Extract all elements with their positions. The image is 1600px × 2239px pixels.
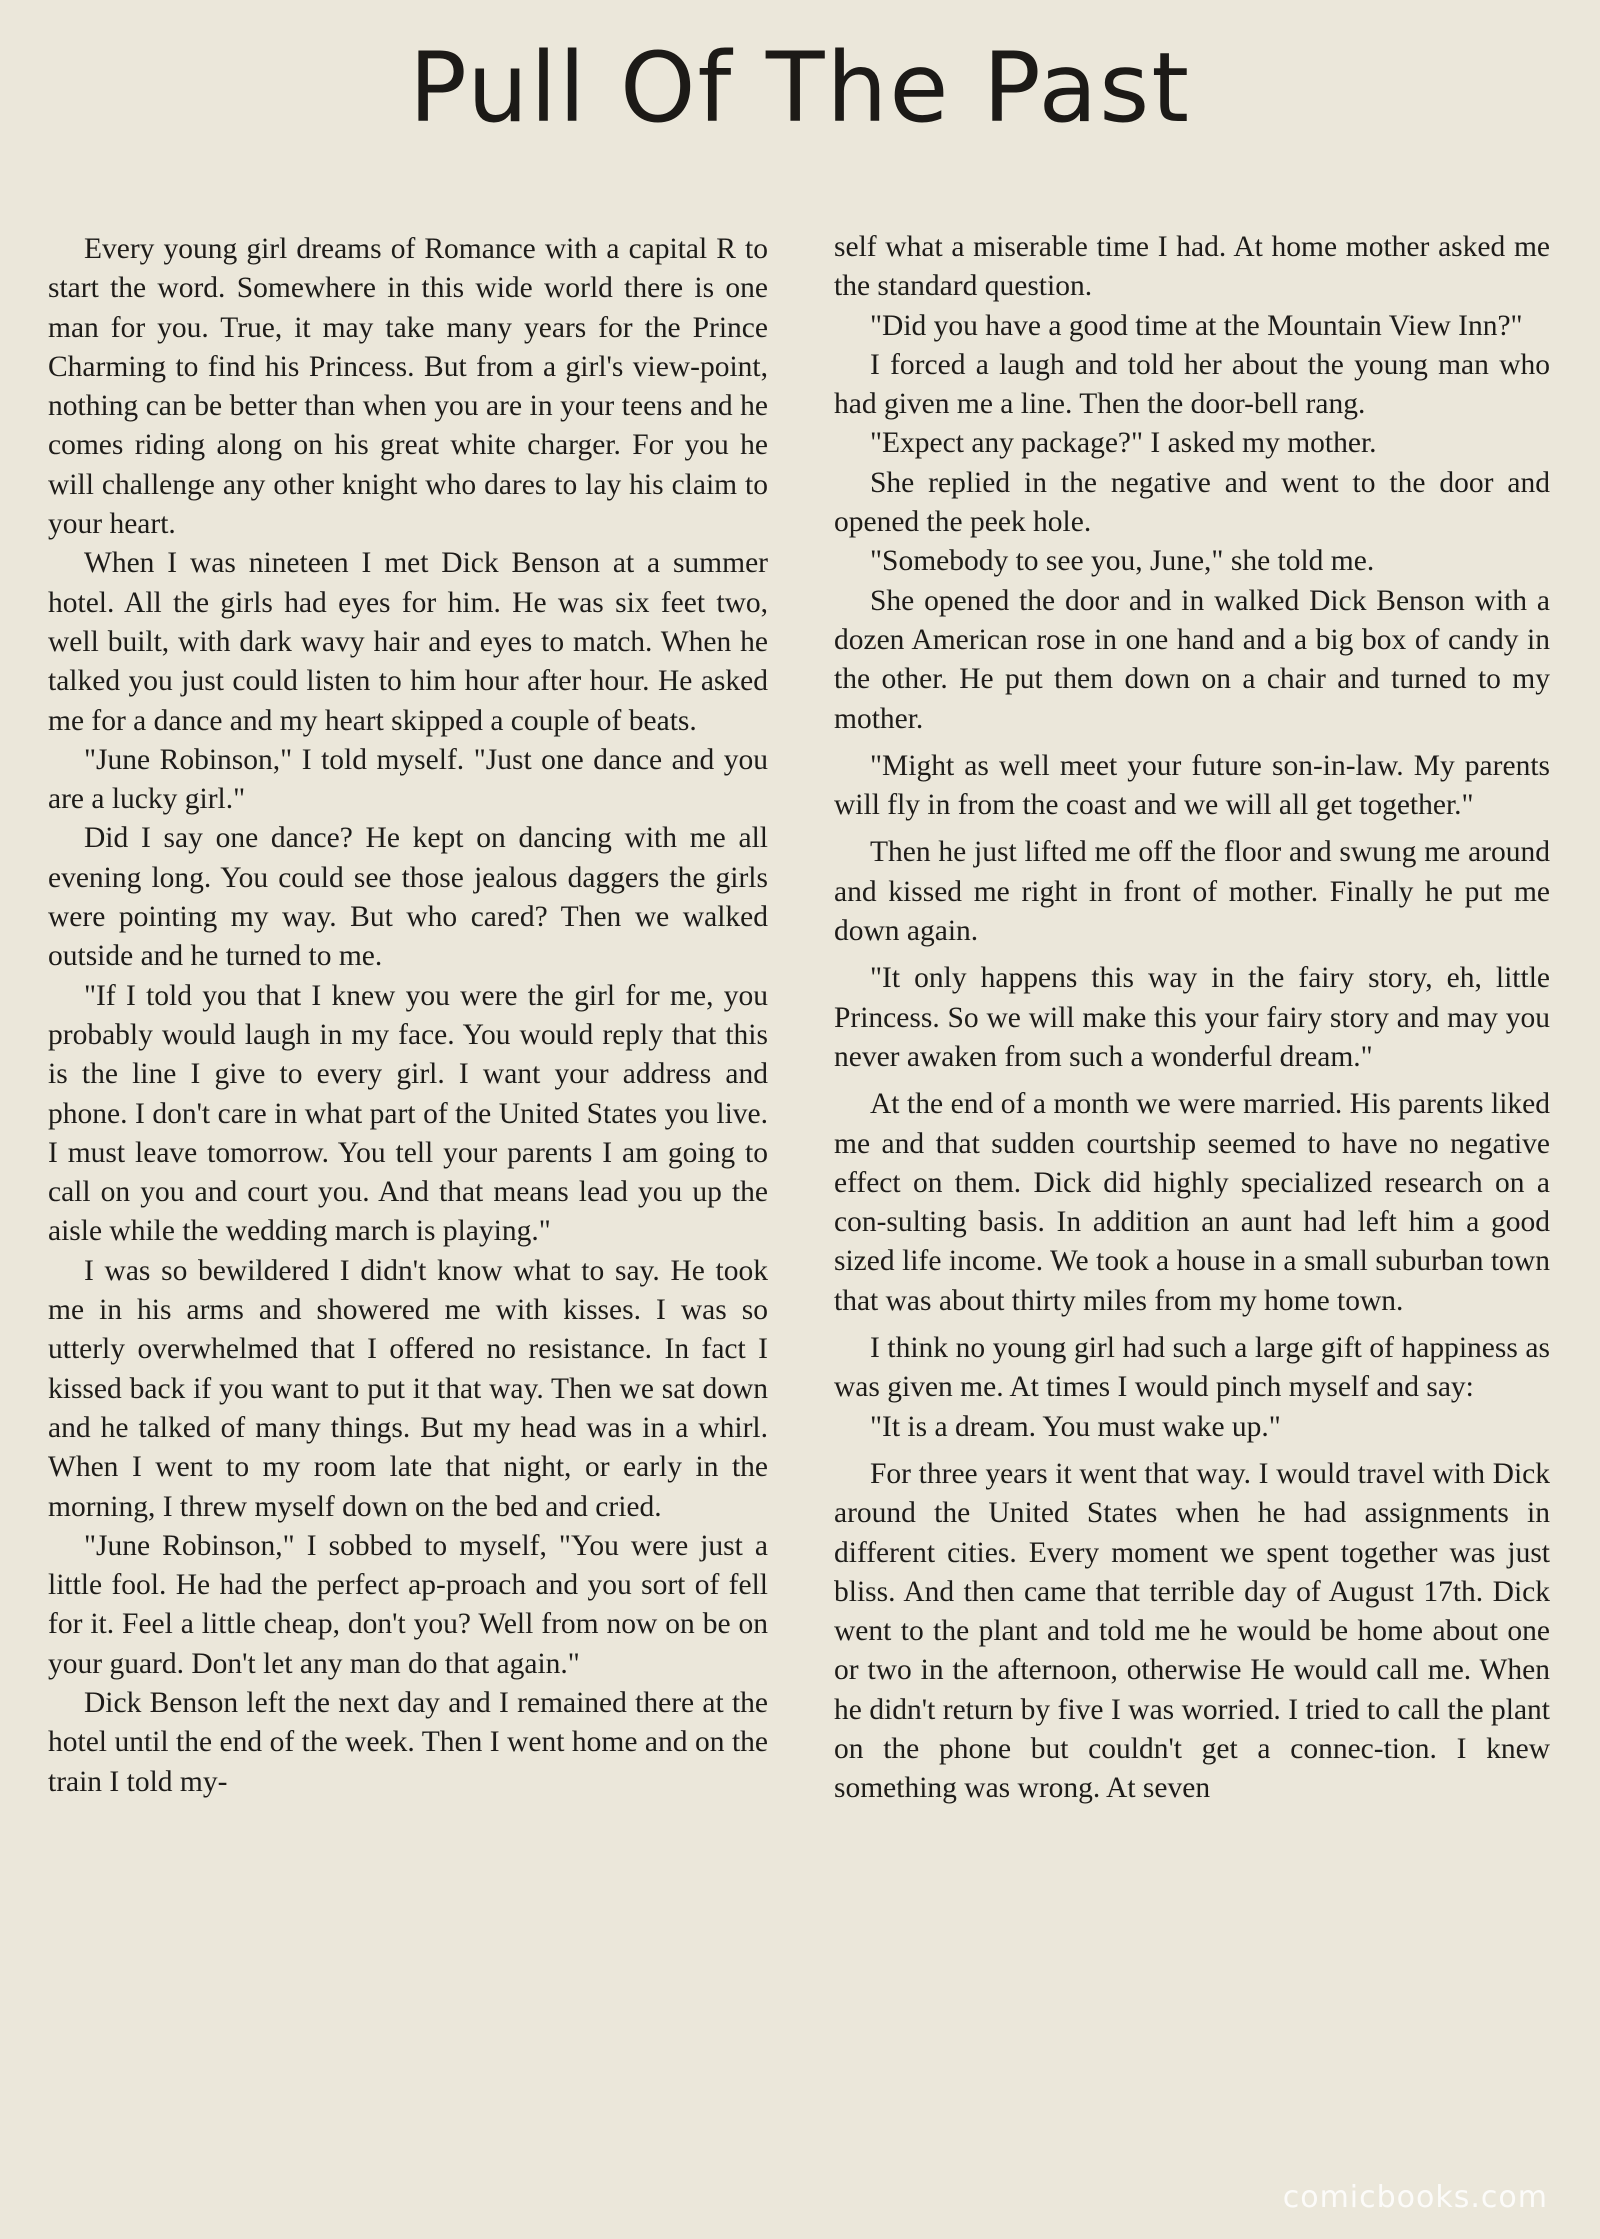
paragraph: "If I told you that I knew you were the girl for me, you probably would laugh in my face. You would reply that this is the line I give to every girl. I want your address and phone. I don't care in what part of the United States you live. I must leave tomorrow. You tell your parents I am going to call on you and court you. And that means lead you up the aisle while the wedding march is playing." bbox=[48, 979, 768, 1248]
right-column bbox=[834, 228, 1550, 1809]
paragraph: She replied in the negative and went to the door and opened the peek hole. bbox=[834, 466, 1550, 539]
paragraph: Did I say one dance? He kept on dancing with me all evening long. You could see those jealous daggers the girls were pointing my way. But who cared? Then we walked outside and he turned to me. bbox=[48, 822, 768, 973]
paragraph: "June Robinson," I sobbed to myself, "You were just a little fool. He had the perfect ap-proach and you sort of fell for it. Feel a little cheap, don't you? Well from now on be on your guard. Don't let any man do that again." bbox=[48, 1529, 768, 1680]
paragraph: Every young girl dreams of Romance with a capital R to start the word. Somewhere in this wide world there is one man for you. True, it may take many years for the Prince Charming to find his Princess. But from a girl's view-point, nothing can be better than when you are in your teens and he comes riding along on his great white charger. For you he will challenge any other knight who dares to lay his claim to your heart. bbox=[48, 233, 768, 541]
paragraph: self what a miserable time I had. At home mother asked me the standard question. bbox=[834, 231, 1550, 303]
paragraph: I forced a laugh and told her about the young man who had given me a line. Then the door-bell rang. bbox=[834, 348, 1550, 421]
paragraph: "It is a dream. You must wake up." bbox=[870, 1410, 1281, 1443]
paragraph: "Did you have a good time at the Mountain View Inn?" bbox=[870, 309, 1523, 342]
paragraph: Dick Benson left the next day and I remained there at the hotel until the end of the week. Then I went home and on the train I told my- bbox=[48, 1686, 768, 1798]
paragraph: For three years it went that way. I would travel with Dick around the United States when he had assignments in different cities. Every moment we spent together was just bliss. And then came that terrible day of August 17th. Dick went to the plant and told me he would be home about one or two in the afternoon, otherwise He would call me. When he didn't return by five I was worried. I tried to call the plant on the phone but couldn't get a connec-tion. I knew something was wrong. At seven bbox=[834, 1457, 1550, 1805]
paragraph: "Expect any package?" I asked my mother. bbox=[870, 427, 1377, 460]
paragraph: I think no young girl had such a large gift of happiness as was given me. At times I would pinch myself and say: bbox=[834, 1332, 1550, 1404]
paragraph: At the end of a month we were married. His parents liked me and that sudden courtship seemed to have no negative effect on them. Dick did highly specialized research on a con-sulting basis. In addition an aunt had left him a good sized life income. We took a house in a small suburban town that was about thirty miles from my home town. bbox=[834, 1088, 1550, 1317]
paragraph: "It only happens this way in the fairy story, eh, little Princess. So we will make this your fairy story and may you never awaken from such a wonderful dream." bbox=[834, 962, 1550, 1073]
paragraph: "Somebody to see you, June," she told me. bbox=[870, 545, 1375, 578]
paragraph: When I was nineteen I met Dick Benson at a summer hotel. All the girls had eyes for him. He was six feet two, well built, with dark wavy hair and eyes to match. When he talked you just could listen to him hour after hour. He asked me for a dance and my heart skipped a couple of beats. bbox=[48, 547, 768, 737]
paragraph: She opened the door and in walked Dick Benson with a dozen American rose in one hand and a big box of candy in the other. He put them down on a chair and turned to my mother. bbox=[834, 584, 1550, 735]
paragraph: I was so bewildered I didn't know what to say. He took me in his arms and showered me with kisses. I was so utterly overwhelmed that I offered no resistance. In fact I kissed back if you want to put it that way. Then we sat down and he talked of many things. But my head was in a whirl. When I went to my room late that night, or early in the morning, I threw myself down on the bed and cried. bbox=[48, 1254, 768, 1523]
left-column bbox=[48, 230, 768, 1802]
story-title: Pull Of The Past bbox=[409, 32, 1191, 144]
paragraph: "Might as well meet your future son-in-law. My parents will fly in from the coast and we will all get together." bbox=[834, 749, 1550, 822]
paragraph: "June Robinson," I told myself. "Just one dance and you are a lucky girl." bbox=[48, 743, 768, 816]
paragraph: Then he just lifted me off the floor and swung me around and kissed me right in front of mother. Finally he put me down again. bbox=[834, 836, 1550, 948]
watermark: comicbooks.com bbox=[1282, 2180, 1548, 2215]
